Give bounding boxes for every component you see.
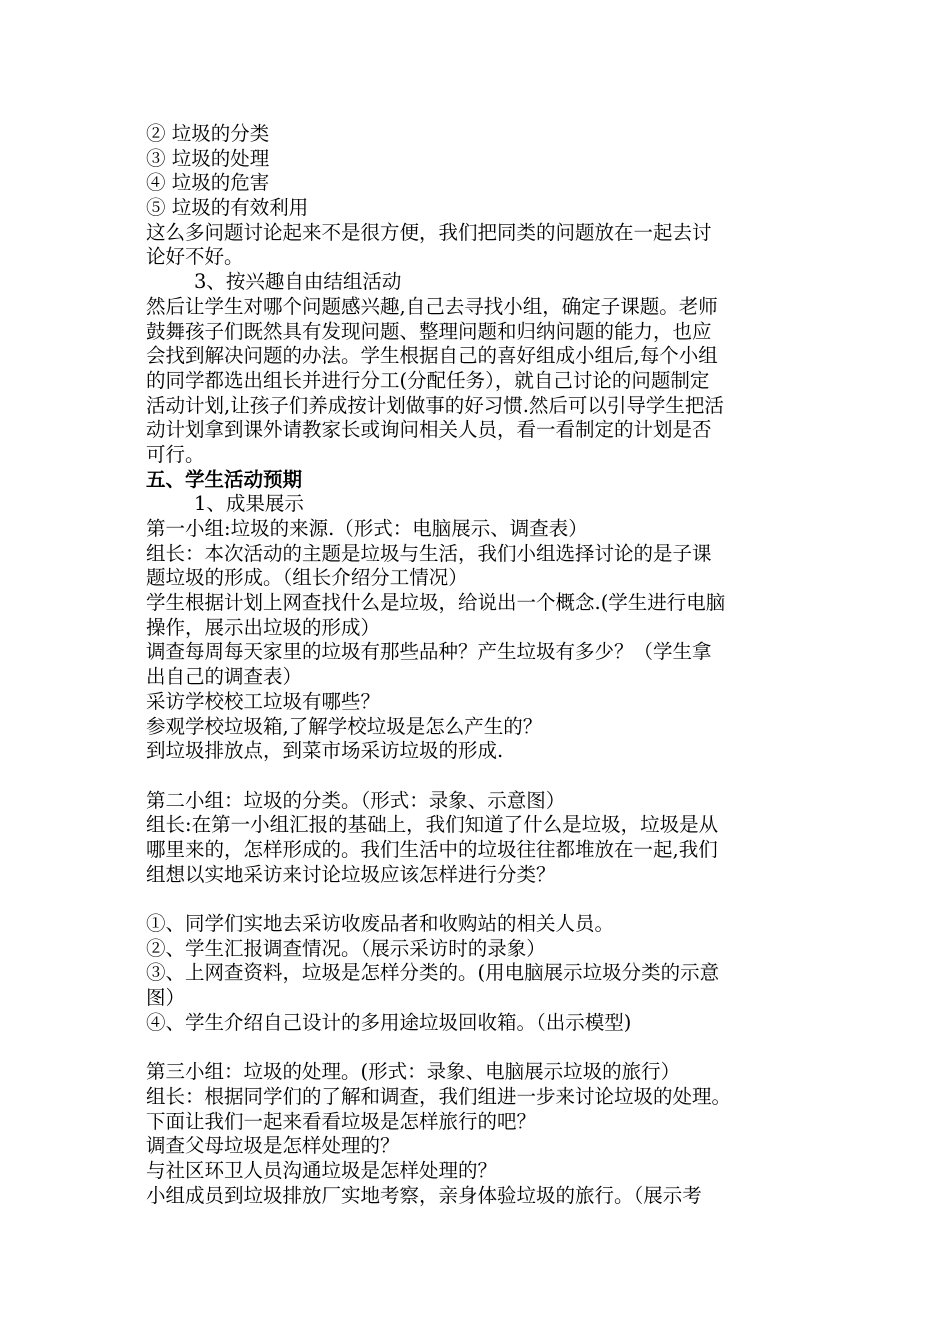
text-line: 1、成果展示 <box>194 492 304 516</box>
blank-line <box>146 1035 826 1060</box>
text-line: 题垃圾的形成。（组长介绍分工情况） <box>146 566 468 590</box>
text-line: 的同学都选出组长并进行分工(分配任务），就自己讨论的问题制定 <box>146 368 710 392</box>
text-line: 调查每周每天家里的垃圾有那些品种？产生垃圾有多少？（学生拿 <box>146 640 712 664</box>
text-line: ④ 垃圾的危害 <box>146 171 270 195</box>
text-line: 这么多问题讨论起来不是很方便，我们把同类的问题放在一起去讨 <box>146 220 712 244</box>
text-line: 小组成员到垃圾排放厂实地考察，亲身体验垃圾的旅行。（展示考 <box>146 1183 702 1207</box>
text-line: 组长：根据同学们的了解和调查，我们组进一步来讨论垃圾的处理。 <box>146 1084 732 1108</box>
text-line: 第二小组：垃圾的分类。（形式：录象、示意图） <box>146 788 566 812</box>
text-line: 鼓舞孩子们既然具有发现问题、整理问题和归纳问题的能力，也应 <box>146 319 712 343</box>
text-line: 3、按兴趣自由结组活动 <box>194 270 402 294</box>
text-line: ①、同学们实地去采访收废品者和收购站的相关人员。 <box>146 912 615 935</box>
blank-line <box>146 764 826 789</box>
text-line: 动计划拿到课外请教家长或询问相关人员，看一看制定的计划是否 <box>146 418 712 442</box>
text-line: 图） <box>146 986 186 1010</box>
text-line: 出自己的调查表） <box>146 665 303 689</box>
text-line: 采访学校校工垃圾有哪些？ <box>146 689 381 713</box>
section-heading: 五、学生活动预期 <box>146 467 303 491</box>
text-line: 可行。 <box>146 442 205 466</box>
text-line: 下面让我们一起来看看垃圾是怎样旅行的吧？ <box>146 1109 537 1133</box>
document-page <box>146 122 826 1208</box>
text-line: 参观学校垃圾箱,了解学校垃圾是怎么产生的？ <box>146 714 543 738</box>
text-line: 论好不好。 <box>146 245 244 269</box>
text-line: 调查父母垃圾是怎样处理的？ <box>146 1134 400 1158</box>
text-line: 到垃圾排放点，到菜市场采访垃圾的形成. <box>146 739 504 763</box>
text-line: 哪里来的，怎样形成的。我们生活中的垃圾往往都堆放在一起,我们 <box>146 837 718 861</box>
text-line: 与社区环卫人员沟通垃圾是怎样处理的？ <box>146 1158 498 1182</box>
text-line: ⑤ 垃圾的有效利用 <box>146 196 309 220</box>
text-line: 然后让学生对哪个问题感兴趣,自己去寻找小组，确定子课题。老师 <box>146 294 718 318</box>
text-line: ③ 垃圾的处理 <box>146 146 270 170</box>
text-line: ② 垃圾的分类 <box>146 122 270 145</box>
text-line: 第三小组：垃圾的处理。(形式：录象、电脑展示垃圾的旅行） <box>146 1060 681 1084</box>
text-line: 会找到解决问题的办法。学生根据自己的喜好组成小组后,每个小组 <box>146 344 718 368</box>
text-line: ④、学生介绍自己设计的多用途垃圾回收箱。（出示模型) <box>146 1010 632 1034</box>
text-line: 组长:在第一小组汇报的基础上，我们知道了什么是垃圾，垃圾是从 <box>146 813 719 837</box>
blank-line <box>146 887 826 912</box>
text-line: ②、学生汇报调查情况。（展示采访时的录象） <box>146 936 546 960</box>
text-line: 活动计划,让孩子们养成按计划做事的好习惯.然后可以引导学生把活 <box>146 393 724 417</box>
text-line: 组想以实地采访来讨论垃圾应该怎样进行分类？ <box>146 862 556 886</box>
text-line: 操作，展示出垃圾的形成） <box>146 615 381 639</box>
text-line: 第一小组:垃圾的来源.（形式：电脑展示、调查表） <box>146 517 588 540</box>
text-line: 学生根据计划上网查找什么是垃圾，给说出一个概念.(学生进行电脑 <box>146 591 726 615</box>
text-line: 组长：本次活动的主题是垃圾与生活，我们小组选择讨论的是子课 <box>146 541 712 565</box>
text-line: ③、上网查资料，垃圾是怎样分类的。(用电脑展示垃圾分类的示意 <box>146 961 720 985</box>
